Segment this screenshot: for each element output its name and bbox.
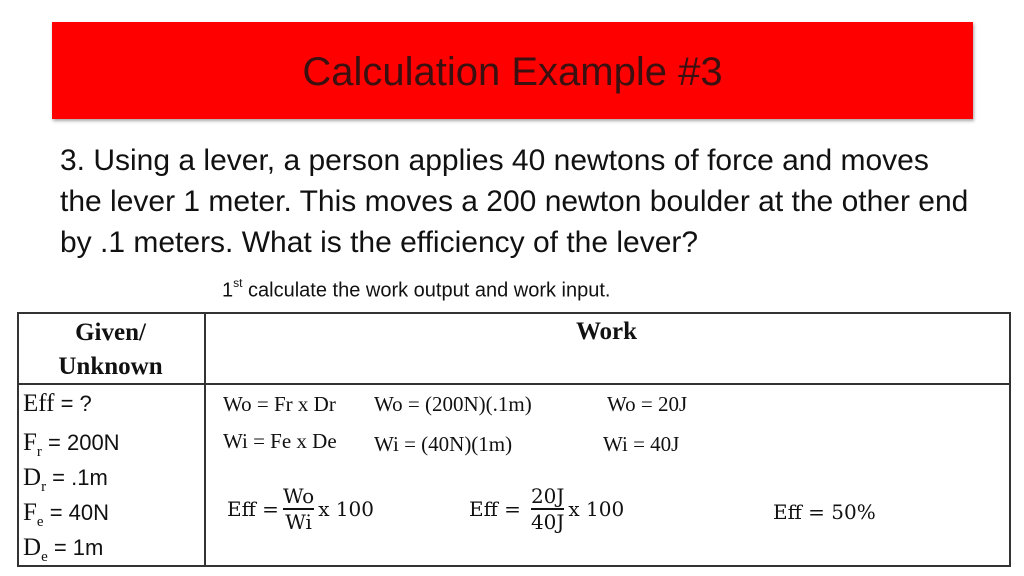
problem-statement: 3. Using a lever, a person applies 40 newtons of force and moves the lever 1 meter. This moves a 200 newton boulder at the other end by .1 meters. What is the efficiency of the lever? [60,144,969,259]
wo-result: Wo = 20J [607,392,688,416]
header-work: Work [575,318,638,345]
hint-body: calculate the work output and work input. [242,279,611,302]
given-dr: $D_r = .1m$ [23,464,108,495]
hint-ordinal: 1 [222,279,234,302]
header-given-line1: Given/ [75,319,146,346]
table-border-bottom [17,565,1011,567]
wo-formula: Wo = Fr x Dr [223,392,336,416]
eff-result: Eff = 50% [773,500,876,524]
eff-formula [227,484,374,534]
given-eff: Eff = ? [23,390,92,417]
eff-formula-fraction [283,484,314,534]
hint-superscript: st [233,276,243,290]
table-border-right [1009,312,1011,567]
eff-sub-fraction [531,484,564,534]
title-banner [52,22,973,119]
wi-result: Wi = 40J [603,432,680,456]
slide-title: Calculation Example #3 [302,50,723,94]
given-fr: $F_r = 200N$ [23,429,120,460]
eff-substitution [469,484,624,534]
eff-sub-numerator: 20J [530,484,565,508]
given-fe: $F_e = 40N$ [23,499,110,530]
eff-formula-denominator: Wi [285,509,312,534]
wi-substitution: Wi = (40N)(1m) [374,432,513,456]
hint-text [222,278,610,303]
eff-sub-tail: x 100 [568,496,625,521]
work-table [17,312,1011,567]
eff-formula-lhs: Eff = [227,496,279,521]
wo-substitution: Wo = (200N)(.1m) [374,392,532,416]
eff-formula-tail: x 100 [318,496,374,521]
given-de: $D_e = 1m$ [23,534,104,565]
eff-sub-lhs: Eff = [469,496,521,521]
wi-formula: Wi = Fe x De [223,429,337,453]
eff-sub-denominator: 40J [530,509,565,534]
header-given [17,316,204,384]
table-column-divider [204,312,206,567]
header-given-line2: Unknown [58,353,163,380]
eff-formula-numerator: Wo [282,484,315,508]
table-border-top [17,312,1011,314]
